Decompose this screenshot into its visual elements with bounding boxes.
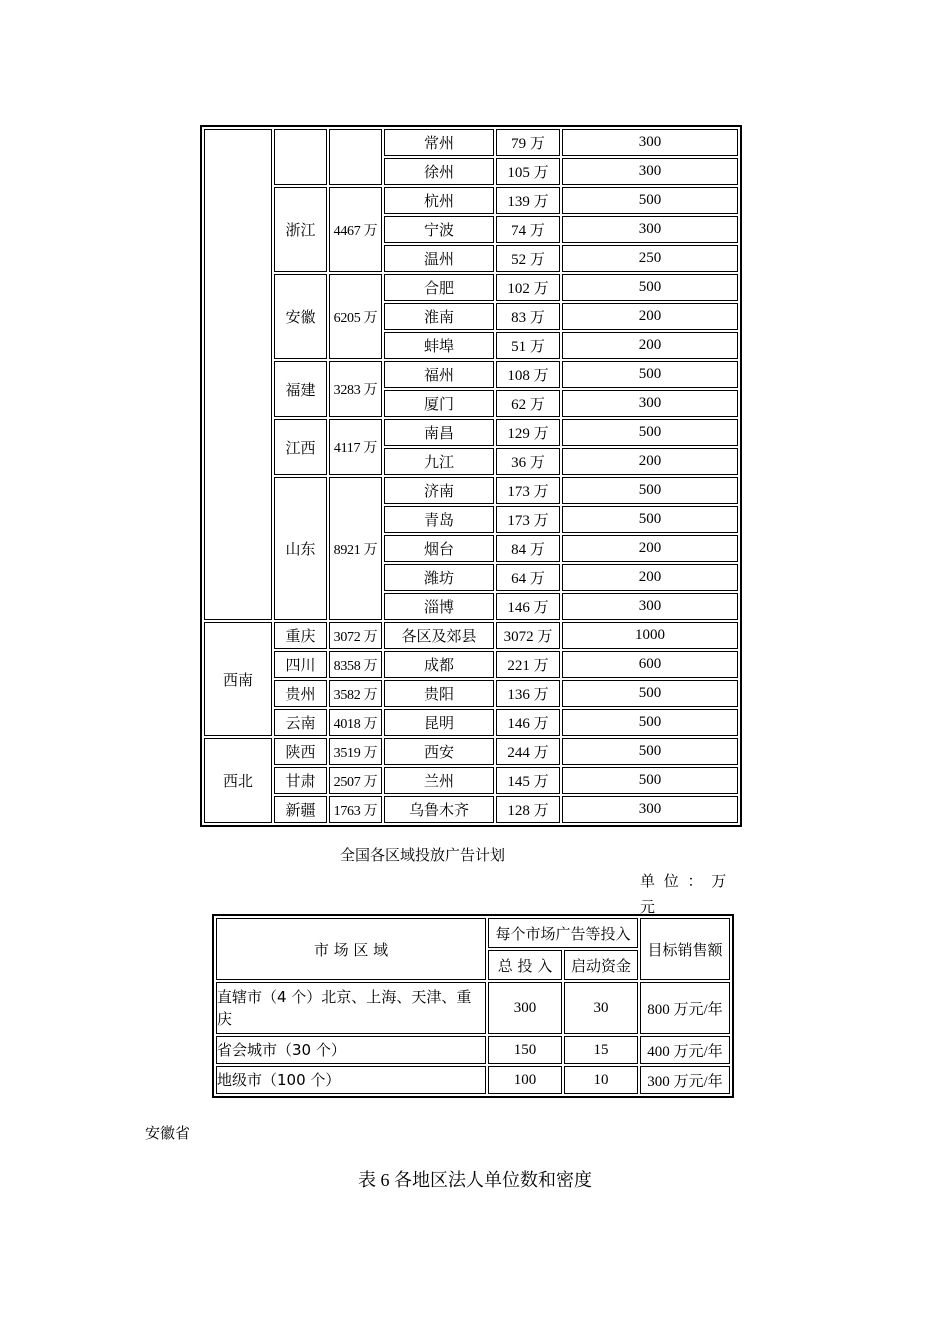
- province-pop-cell: 4018 万: [329, 709, 382, 736]
- province-pop-cell: 4117 万: [329, 419, 382, 475]
- province-pop-cell: 1763 万: [329, 796, 382, 823]
- value-cell: 500: [562, 680, 738, 707]
- target-sales-cell: 400 万元/年: [640, 1036, 730, 1064]
- table-row: [204, 738, 738, 765]
- target-sales-cell: 800 万元/年: [640, 982, 730, 1034]
- city-cell: 各区及郊县: [384, 622, 494, 649]
- city-cell: 青岛: [384, 506, 494, 533]
- value-cell: 300: [562, 216, 738, 243]
- province-cell: 四川: [274, 651, 327, 678]
- target-sales-cell: 300 万元/年: [640, 1066, 730, 1094]
- table-row: [204, 767, 738, 794]
- province-pop-cell: 2507 万: [329, 767, 382, 794]
- city-cell: 淄博: [384, 593, 494, 620]
- province-pop-cell: 3582 万: [329, 680, 382, 707]
- province-pop-cell: 3072 万: [329, 622, 382, 649]
- table-row: [216, 1066, 730, 1094]
- value-cell: 200: [562, 564, 738, 591]
- startup-capital-cell: 10: [564, 1066, 638, 1094]
- city-cell: 潍坊: [384, 564, 494, 591]
- table-row: [204, 796, 738, 823]
- province-cell: [274, 129, 327, 185]
- city-cell: 南昌: [384, 419, 494, 446]
- value-cell: 300: [562, 390, 738, 417]
- province-pop-cell: [329, 129, 382, 185]
- city-cell: 温州: [384, 245, 494, 272]
- header-startup-capital: 启动资金: [564, 950, 638, 980]
- value-cell: 200: [562, 448, 738, 475]
- city-pop-cell: 108 万: [496, 361, 560, 388]
- value-cell: 300: [562, 158, 738, 185]
- city-cell: 杭州: [384, 187, 494, 214]
- value-cell: 300: [562, 593, 738, 620]
- value-cell: 500: [562, 274, 738, 301]
- value-cell: 200: [562, 303, 738, 330]
- table-header-row: [216, 918, 730, 948]
- city-cell: 合肥: [384, 274, 494, 301]
- table-row: [216, 982, 730, 1034]
- city-pop-cell: 74 万: [496, 216, 560, 243]
- table-row: [204, 477, 738, 504]
- city-pop-cell: 139 万: [496, 187, 560, 214]
- city-pop-cell: 173 万: [496, 506, 560, 533]
- region-cell-northwest: 西北: [204, 738, 272, 823]
- city-pop-cell: 244 万: [496, 738, 560, 765]
- city-cell: 西安: [384, 738, 494, 765]
- header-total-investment: 总 投 入: [488, 950, 562, 980]
- city-cell: 成都: [384, 651, 494, 678]
- city-pop-cell: 79 万: [496, 129, 560, 156]
- table-row: [204, 709, 738, 736]
- province-cell: 山东: [274, 477, 327, 620]
- unit-label: 单 位 ： 万 元: [640, 872, 729, 916]
- value-cell: 200: [562, 332, 738, 359]
- table-row: [216, 1036, 730, 1064]
- city-cell: 乌鲁木齐: [384, 796, 494, 823]
- table-row: [204, 419, 738, 446]
- table-row: [204, 651, 738, 678]
- city-cell: 淮南: [384, 303, 494, 330]
- province-pop-cell: 6205 万: [329, 274, 382, 359]
- city-cell: 济南: [384, 477, 494, 504]
- startup-capital-cell: 15: [564, 1036, 638, 1064]
- table-row: [204, 187, 738, 214]
- city-cell: 兰州: [384, 767, 494, 794]
- city-pop-cell: 105 万: [496, 158, 560, 185]
- region-cell-east: [204, 129, 272, 620]
- province-pop-cell: 8358 万: [329, 651, 382, 678]
- value-cell: 500: [562, 361, 738, 388]
- city-cell: 贵阳: [384, 680, 494, 707]
- value-cell: 500: [562, 709, 738, 736]
- city-pop-cell: 36 万: [496, 448, 560, 475]
- value-cell: 200: [562, 535, 738, 562]
- value-cell: 500: [562, 187, 738, 214]
- value-cell: 250: [562, 245, 738, 272]
- city-pop-cell: 146 万: [496, 593, 560, 620]
- city-cell: 福州: [384, 361, 494, 388]
- city-pop-cell: 136 万: [496, 680, 560, 707]
- province-cell: 新疆: [274, 796, 327, 823]
- city-cell: 蚌埠: [384, 332, 494, 359]
- city-pop-cell: 3072 万: [496, 622, 560, 649]
- header-market-region: 市 场 区 域: [216, 918, 486, 980]
- market-region-cell: 直辖市（4 个）北京、上海、天津、重庆: [216, 982, 486, 1034]
- value-cell: 500: [562, 506, 738, 533]
- city-pop-cell: 128 万: [496, 796, 560, 823]
- province-pop-cell: 8921 万: [329, 477, 382, 620]
- value-cell: 500: [562, 419, 738, 446]
- startup-capital-cell: 30: [564, 982, 638, 1034]
- city-cell: 烟台: [384, 535, 494, 562]
- value-cell: 1000: [562, 622, 738, 649]
- province-pop-cell: 3283 万: [329, 361, 382, 417]
- city-pop-cell: 62 万: [496, 390, 560, 417]
- province-cell: 云南: [274, 709, 327, 736]
- table-title: 表 6 各地区法人单位数和密度: [358, 1170, 592, 1190]
- province-cell: 陕西: [274, 738, 327, 765]
- value-cell: 300: [562, 796, 738, 823]
- value-cell: 600: [562, 651, 738, 678]
- province-pop-cell: 3519 万: [329, 738, 382, 765]
- city-cell: 厦门: [384, 390, 494, 417]
- city-pop-cell: 51 万: [496, 332, 560, 359]
- city-cell: 昆明: [384, 709, 494, 736]
- table-caption: 全国各区域投放广告计划: [340, 846, 506, 864]
- value-cell: 500: [562, 767, 738, 794]
- province-cell: 甘肃: [274, 767, 327, 794]
- province-cell: 贵州: [274, 680, 327, 707]
- province-cell: 江西: [274, 419, 327, 475]
- city-pop-cell: 83 万: [496, 303, 560, 330]
- table-row: [204, 622, 738, 649]
- city-cell: 九江: [384, 448, 494, 475]
- value-cell: 500: [562, 738, 738, 765]
- table-row: [204, 129, 738, 156]
- city-cell: 宁波: [384, 216, 494, 243]
- city-pop-cell: 145 万: [496, 767, 560, 794]
- table-row: [204, 361, 738, 388]
- city-pop-cell: 102 万: [496, 274, 560, 301]
- city-pop-cell: 221 万: [496, 651, 560, 678]
- city-cell: 常州: [384, 129, 494, 156]
- province-cell: 浙江: [274, 187, 327, 272]
- value-cell: 500: [562, 477, 738, 504]
- table-row: [204, 274, 738, 301]
- city-pop-cell: 129 万: [496, 419, 560, 446]
- total-investment-cell: 300: [488, 982, 562, 1034]
- city-pop-cell: 84 万: [496, 535, 560, 562]
- city-pop-cell: 64 万: [496, 564, 560, 591]
- province-cell: 安徽: [274, 274, 327, 359]
- total-investment-cell: 100: [488, 1066, 562, 1094]
- city-pop-cell: 146 万: [496, 709, 560, 736]
- city-pop-cell: 173 万: [496, 477, 560, 504]
- province-cell: 重庆: [274, 622, 327, 649]
- province-cell: 福建: [274, 361, 327, 417]
- city-cell: 徐州: [384, 158, 494, 185]
- value-cell: 300: [562, 129, 738, 156]
- regional-city-table: [200, 125, 742, 827]
- table-row: [204, 680, 738, 707]
- city-pop-cell: 52 万: [496, 245, 560, 272]
- province-label: 安徽省: [145, 1124, 191, 1142]
- ad-investment-table: [212, 914, 734, 1098]
- province-pop-cell: 4467 万: [329, 187, 382, 272]
- header-target-sales: 目标销售额: [640, 918, 730, 980]
- market-region-cell: 省会城市（30 个）: [216, 1036, 486, 1064]
- region-cell-southwest: 西南: [204, 622, 272, 736]
- market-region-cell: 地级市（100 个）: [216, 1066, 486, 1094]
- total-investment-cell: 150: [488, 1036, 562, 1064]
- header-investment: 每个市场广告等投入: [488, 918, 638, 948]
